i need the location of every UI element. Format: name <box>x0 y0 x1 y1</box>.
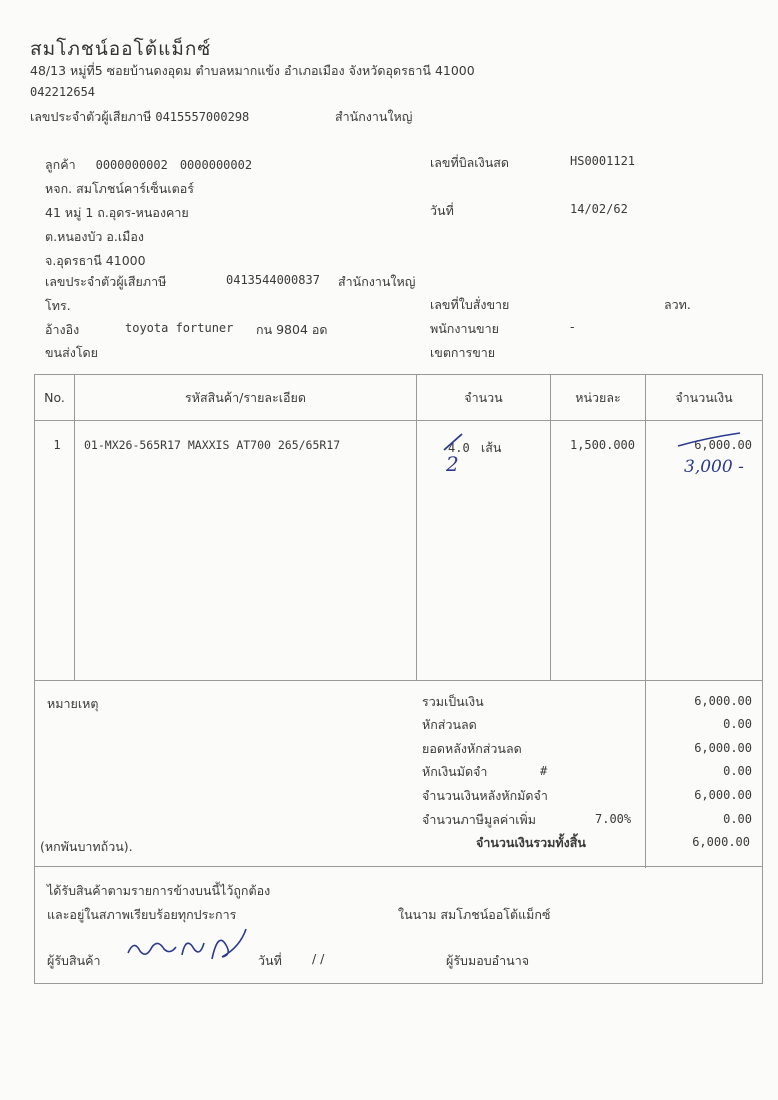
shop-name: สมโภชน์ออโต้แม็กซ์ <box>30 38 212 60</box>
on-behalf-of: ในนาม สมโภชน์ออโต้แม็กซ์ <box>398 907 551 922</box>
customer-taxid-value: 0413544000837 <box>226 273 320 287</box>
customer-address-1: 41 หมู่ 1 ถ.อุดร-หนองคาย <box>45 205 189 220</box>
authorized-label: ผู้รับมอบอำนาจ <box>446 953 530 968</box>
customer-address-3: จ.อุดรธานี 41000 <box>45 253 146 268</box>
summary-value-subtotal: 6,000.00 <box>694 694 752 708</box>
amount-in-words: (หกพันบาทถ้วน). <box>40 839 133 854</box>
reference-label: อ้างอิง <box>45 322 80 337</box>
grand-total-label: จำนวนเงินรวมทั้งสิ้น <box>476 835 586 850</box>
shop-branch: สำนักงานใหญ่ <box>335 109 413 124</box>
summary-label-subtotal: รวมเป็นเงิน <box>422 694 484 709</box>
grand-total-value: 6,000.00 <box>692 835 750 849</box>
summary-value-discount: 0.00 <box>723 717 752 731</box>
bill-date-value: 14/02/62 <box>570 202 628 216</box>
summary-label-deposit: หักเงินมัดจำ <box>422 764 488 779</box>
receive-date-blank: / / <box>312 951 325 966</box>
handwritten-quantity: 2 <box>446 452 459 476</box>
bill-date-label: วันที่ <box>430 203 454 218</box>
customer-code-row <box>45 155 252 175</box>
header-no: No. <box>44 390 65 405</box>
summary-label-discount: หักส่วนลด <box>422 717 477 732</box>
customer-address-2: ต.หนองบัว อ.เมือง <box>45 229 145 244</box>
summary-value-vat: 0.00 <box>723 812 752 826</box>
reference-value: toyota fortuner <box>125 321 234 335</box>
cash-bill-number: HS0001121 <box>570 154 636 168</box>
customer-name: หจก. สมโภชน์คาร์เซ็นเตอร์ <box>45 181 194 196</box>
received-line-1: ได้รับสินค้าตามรายการข้างบนนี้ไว้ถูกต้อง <box>47 883 271 898</box>
row-qty-unit: เส้น <box>480 440 502 455</box>
summary-value-after-deposit: 6,000.00 <box>694 788 752 802</box>
header-unit-price: หน่วยละ <box>575 390 621 405</box>
sale-order-extra: ลวท. <box>664 297 691 312</box>
customer-label: ลูกค้า <box>45 157 76 172</box>
customer-code-1: 0000000002 <box>95 158 168 172</box>
customer-tel-label: โทร. <box>45 298 71 313</box>
row-description: 01-MX26-565R17 MAXXIS AT700 265/65R17 <box>84 438 341 452</box>
license-plate: กน 9804 อด <box>256 322 328 337</box>
sale-order-label: เลขที่ใบสั่งขาย <box>430 297 510 312</box>
shop-taxid-value: 0415557000298 <box>155 110 250 124</box>
sales-area-label: เขตการขาย <box>430 345 496 360</box>
shop-taxid-label: เลขประจำตัวผู้เสียภาษี <box>30 109 152 124</box>
amount-strike-mark <box>676 430 746 452</box>
deposit-mark: # <box>540 764 548 778</box>
shop-taxid <box>30 107 249 127</box>
vat-rate: 7.00% <box>595 812 632 826</box>
shipping-label: ขนส่งโดย <box>45 345 98 360</box>
header-amount: จำนวนเงิน <box>675 390 733 405</box>
summary-label-after-deposit: จำนวนเงินหลังหักมัดจำ <box>422 788 548 803</box>
shop-address: 48/13 หมู่ที่5 ซอยบ้านดงอุดม ตำบลหมากแข้ง อำเภอเมือง จังหวัดอุดรธานี 41000 <box>30 63 475 78</box>
row-number: 1 <box>53 438 61 452</box>
header-quantity: จำนวน <box>464 390 503 405</box>
shop-phone: 042212654 <box>30 85 96 99</box>
summary-label-after-discount: ยอดหลังหักส่วนลด <box>422 741 522 756</box>
customer-taxid-label: เลขประจำตัวผู้เสียภาษี <box>45 274 167 289</box>
salesperson-label: พนักงานขาย <box>430 321 499 336</box>
customer-code-2: 0000000002 <box>179 158 253 172</box>
row-amount: 6,000.00 <box>694 438 752 452</box>
receiver-label: ผู้รับสินค้า <box>47 953 101 968</box>
summary-value-after-discount: 6,000.00 <box>694 741 752 755</box>
cash-bill-label: เลขที่บิลเงินสด <box>430 155 509 170</box>
receiver-signature <box>122 925 252 969</box>
salesperson-value: - <box>570 319 575 334</box>
receive-date-label: วันที่ <box>258 953 282 968</box>
row-unit-price: 1,500.000 <box>569 438 635 452</box>
remark-label: หมายเหตุ <box>47 696 99 711</box>
row-qty-number: 4.0 <box>448 441 470 455</box>
header-description: รหัสสินค้า/รายละเอียด <box>184 390 306 405</box>
summary-value-deposit: 0.00 <box>723 764 752 778</box>
customer-branch: สำนักงานใหญ่ <box>338 274 416 289</box>
handwritten-amount: 3,000 - <box>684 457 744 477</box>
received-line-2: และอยู่ในสภาพเรียบร้อยทุกประการ <box>47 907 237 922</box>
summary-label-vat: จำนวนภาษีมูลค่าเพิ่ม <box>422 812 536 827</box>
